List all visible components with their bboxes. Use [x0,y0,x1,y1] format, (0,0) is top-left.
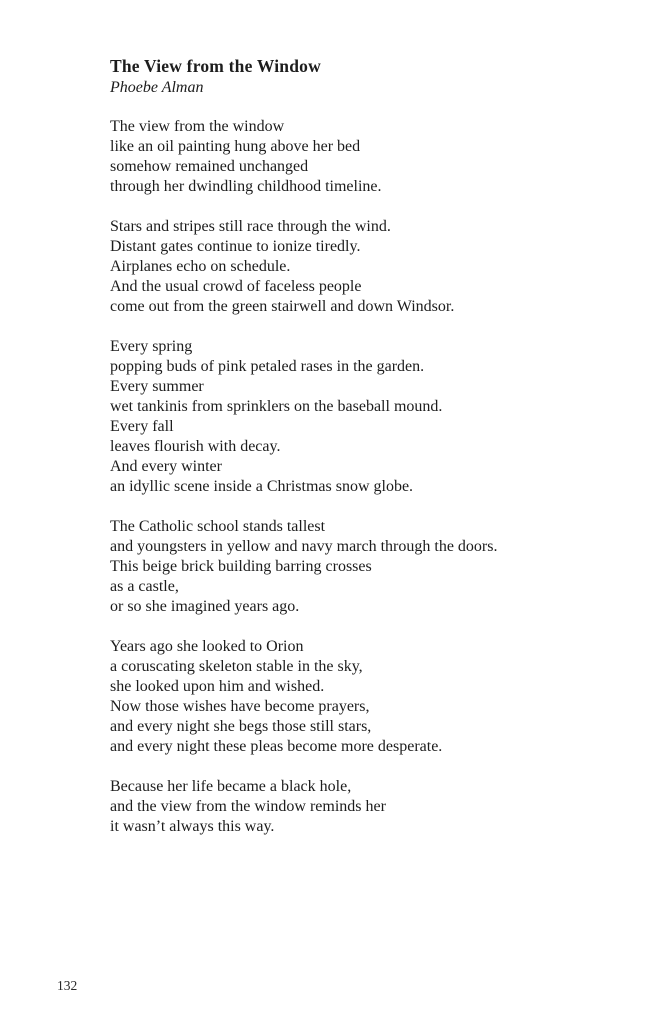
poem-line: leaves flourish with decay. [110,438,281,455]
poem-line: or so she imagined years ago. [110,598,300,615]
poem-line: Now those wishes have become prayers, [110,698,370,715]
poem-body [110,117,580,837]
poem-line: wet tankinis from sprinklers on the baseball mound. [110,398,443,415]
poem-stanza [110,637,580,757]
poem-stanza [110,517,580,617]
poem-stanza [110,777,580,837]
poem-line: Every spring [110,338,193,355]
poem-stanza [110,337,580,497]
poem-line: Every fall [110,418,174,435]
poem-line: an idyllic scene inside a Christmas snow globe. [110,478,414,495]
poem-line: Every summer [110,378,204,395]
poem-line: And every winter [110,458,222,475]
poem-line: popping buds of pink petaled rases in the garden. [110,358,425,375]
poem-line: And the usual crowd of faceless people [110,278,362,295]
poem-line: like an oil painting hung above her bed [110,138,361,155]
poem-line: Because her life became a black hole, [110,778,352,795]
poem-line: The Catholic school stands tallest [110,518,326,535]
poem-title: The View from the Window [110,56,321,76]
poem-page [110,56,580,857]
poem-line: a coruscating skeleton stable in the sky, [110,658,363,675]
poem-line: as a castle, [110,578,179,595]
poem-line: somehow remained unchanged [110,158,309,175]
page-number: 132 [57,978,78,993]
poem-line: it wasn’t always this way. [110,818,275,835]
poem-author: Phoebe Alman [110,79,204,96]
poem-line: This beige brick building barring crosses [110,558,372,575]
poem-line: Distant gates continue to ionize tiredly. [110,238,361,255]
poem-line: come out from the green stairwell and down Windsor. [110,298,455,315]
poem-line: she looked upon him and wished. [110,678,325,695]
poem-stanza [110,217,580,317]
poem-line: Years ago she looked to Orion [110,638,304,655]
poem-line: through her dwindling childhood timeline. [110,178,382,195]
poem-line: Stars and stripes still race through the wind. [110,218,391,235]
poem-line: The view from the window [110,118,285,135]
poem-line: Airplanes echo on schedule. [110,258,291,275]
poem-line: and the view from the window reminds her [110,798,386,815]
poem-line: and every night these pleas become more desperate. [110,738,443,755]
poem-line: and youngsters in yellow and navy march through the doors. [110,538,498,555]
poem-line: and every night she begs those still stars, [110,718,372,735]
poem-stanza [110,117,580,197]
